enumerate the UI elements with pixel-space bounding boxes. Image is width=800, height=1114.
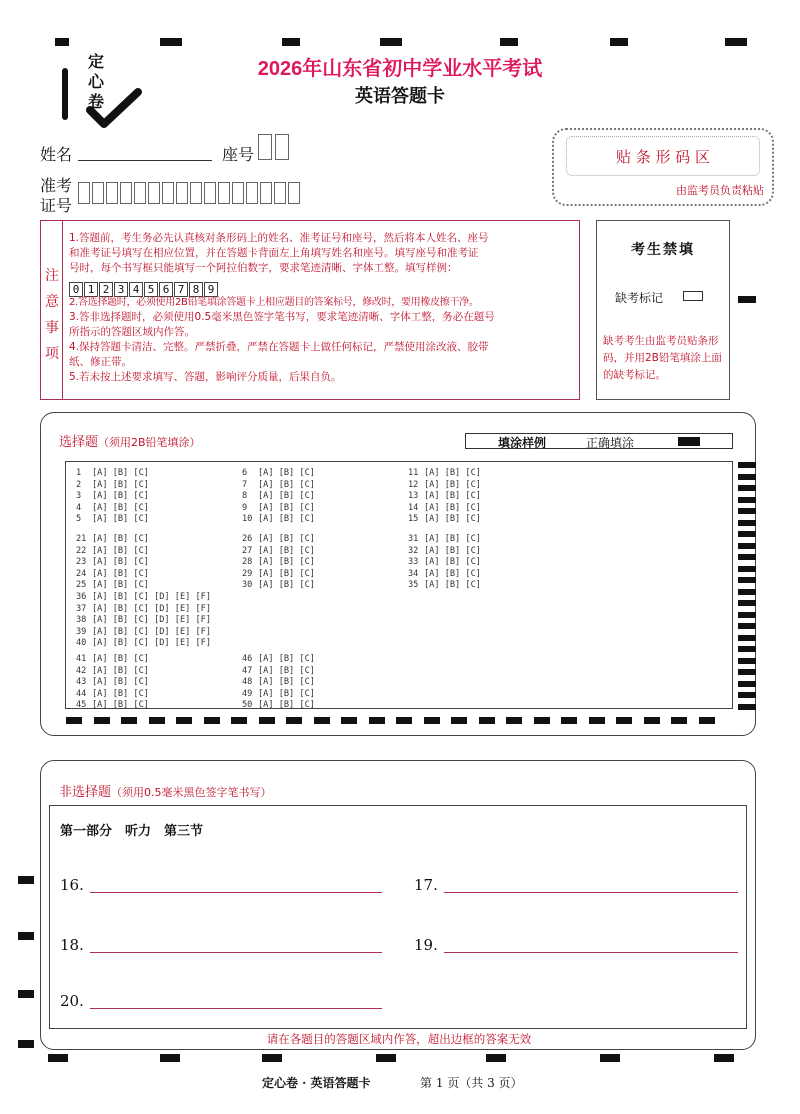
seat-boxes[interactable] [258, 134, 292, 164]
question-row [76, 557, 149, 569]
timing-mark [534, 717, 550, 724]
timing-mark [314, 717, 330, 724]
barcode-note: 由监考员负责粘贴 [676, 184, 764, 197]
question-row [408, 514, 481, 526]
question-number: 37 [76, 603, 87, 614]
timing-mark [671, 717, 687, 724]
timing-mark [479, 717, 495, 724]
answer-bubbles[interactable]: [A] [B] [C] [92, 502, 149, 513]
answer-bubbles[interactable]: [A] [B] [C] [424, 568, 481, 579]
question-number: 30 [242, 580, 253, 590]
question-number: 40 [76, 638, 87, 648]
question-row [242, 514, 315, 526]
logo-text: 定心卷 [88, 52, 105, 111]
question-row [76, 503, 149, 515]
timing-mark [738, 577, 756, 583]
proctor-note: 缺考考生由监考员贴条形码，并用2B铅笔填涂上面的缺考标记。 [603, 335, 722, 381]
answer-bubbles[interactable]: [A] [B] [C] [258, 568, 315, 579]
answer-bubbles[interactable]: [A] [B] [C] [258, 557, 315, 567]
timing-mark [18, 876, 34, 884]
timing-mark [18, 932, 34, 940]
question-number: 46 [242, 654, 253, 664]
item-number: 16. [60, 876, 84, 894]
question-row [408, 468, 481, 480]
question-row [76, 491, 149, 503]
question-row [242, 534, 315, 546]
timing-mark [380, 38, 402, 46]
timing-mark [500, 38, 518, 46]
answer-line-17[interactable] [444, 892, 738, 893]
question-row [242, 569, 315, 581]
question-number: 41 [76, 654, 87, 664]
timing-mark [738, 474, 756, 480]
answer-bubbles[interactable]: [A] [B] [C] [258, 654, 315, 664]
question-number: 49 [242, 688, 253, 699]
timing-mark [738, 531, 756, 537]
question-number: 33 [408, 557, 419, 567]
boundary-warning: 请在各题目的答题区域内作答，超出边框的答案无效 [266, 1032, 532, 1046]
question-number: 44 [76, 688, 87, 699]
question-row [76, 677, 149, 689]
question-number: 8 [242, 491, 248, 501]
timing-mark [149, 717, 165, 724]
choice-title: 选择题（须用2B铅笔填涂） [59, 435, 201, 450]
proctor-title: 考生禁填 [631, 242, 695, 258]
answer-bubbles[interactable]: [A] [B] [C] [D] [E] [F] [92, 626, 211, 637]
answer-bubbles[interactable]: [A] [B] [C] [424, 557, 481, 567]
notice-text: 1.答题前，考生务必先认真核对条形码上的姓名、准考证号和座号，然后将本人姓名、座号 和准考证号填写在相应位置，并在答题卡背面左上角填写姓名和座号。填写座号和准考证 号时，每个书写框只能填写一个阿拉伯数字，要求笔迹清晰、字体工整。填写样例： 0 1 2 3 4 5 6 7 8 9 2.答选择题时，必须使用2B铅笔填涂答题卡上相应题目的答案标号，修改时，要用橡皮擦干净。 3.答非选择题时，必须使用0.5毫米黑色签字笔书写，要求笔迹清晰、字体工整，务必在题号 所指示的答题区域内作答。 4.保持答题卡清洁、完整。严禁折叠，严禁在答题卡上做任何标记，严禁使用涂改液、胶带 纸、修正带。 5.若未按上述要求填写、答题，影响评分质量，后果自负。 [69, 231, 579, 385]
seat-label: 座号 [222, 145, 255, 164]
question-number: 25 [76, 580, 87, 590]
answer-bubbles[interactable]: [A] [B] [C] [258, 677, 315, 687]
question-row [242, 491, 315, 503]
timing-mark [616, 717, 632, 724]
question-row [242, 480, 315, 492]
answer-bubbles[interactable]: [A] [B] [C] [424, 468, 481, 478]
question-row [408, 580, 481, 592]
timing-mark [738, 566, 756, 572]
question-number: 2 [76, 479, 82, 490]
question-row [408, 503, 481, 515]
notice-box [40, 220, 580, 400]
answer-bubbles[interactable]: [A] [B] [C] [424, 502, 481, 513]
question-number: 35 [408, 580, 419, 590]
question-group [242, 654, 315, 712]
answer-bubbles[interactable]: [A] [B] [C] [258, 468, 315, 478]
exam-id-boxes[interactable] [78, 182, 310, 208]
question-number: 50 [242, 700, 253, 710]
question-number: 1 [76, 468, 82, 478]
question-number: 14 [408, 502, 419, 513]
question-row [76, 592, 211, 604]
answer-line-16[interactable] [90, 892, 382, 893]
question-row [76, 534, 149, 546]
question-group [76, 654, 149, 712]
question-group [242, 534, 315, 592]
proctor-box [596, 220, 730, 400]
barcode-area [552, 128, 774, 206]
question-number: 39 [76, 626, 87, 637]
question-number: 31 [408, 534, 419, 544]
timing-mark [18, 1040, 34, 1048]
exam-id-label: 准考 证号 [40, 176, 73, 215]
question-number: 38 [76, 615, 87, 625]
item-number: 20. [60, 992, 84, 1010]
question-number: 28 [242, 557, 253, 567]
question-number: 4 [76, 502, 82, 513]
answer-bubbles[interactable]: [A] [B] [C] [424, 479, 481, 490]
page-indicator: 第 1 页（共 3 页） [420, 1076, 523, 1090]
item-number: 19. [414, 936, 438, 954]
answer-bubbles[interactable]: [A] [B] [C] [424, 491, 481, 501]
timing-mark [589, 717, 605, 724]
question-row [242, 654, 315, 666]
timing-mark [66, 717, 82, 724]
name-field[interactable] [78, 160, 212, 161]
timing-mark [176, 717, 192, 724]
question-row [242, 700, 315, 712]
absent-label: 缺考标记 [615, 291, 664, 305]
choice-grid [65, 461, 733, 709]
question-number: 11 [408, 468, 419, 478]
answer-bubbles[interactable]: [A] [B] [C] [D] [E] [F] [92, 603, 211, 614]
question-row [76, 580, 149, 592]
question-number: 23 [76, 557, 87, 567]
question-number: 26 [242, 534, 253, 544]
notice-side-label: 注 意 事 项 [41, 221, 63, 399]
question-row [76, 666, 149, 678]
timing-mark [738, 658, 756, 664]
card-subtitle: 英语答题卡 [355, 86, 445, 106]
question-row [76, 468, 149, 480]
timing-mark [738, 462, 756, 468]
timing-mark [486, 1054, 506, 1062]
answer-area [49, 805, 747, 1029]
timing-mark [18, 990, 34, 998]
answer-bubbles[interactable]: [A] [B] [C] [258, 534, 315, 544]
timing-mark [369, 717, 385, 724]
question-row [76, 514, 149, 526]
question-group [408, 468, 481, 526]
answer-bubbles[interactable]: [A] [B] [C] [92, 700, 149, 710]
question-row [76, 615, 211, 627]
question-row [408, 557, 481, 569]
question-number: 9 [242, 502, 248, 513]
question-row [242, 689, 315, 701]
timing-mark [610, 38, 628, 46]
answer-bubbles[interactable]: [A] [B] [C] [92, 491, 149, 501]
question-number: 29 [242, 568, 253, 579]
question-row [76, 700, 149, 712]
answer-bubbles[interactable]: [A] [B] [C] [424, 545, 481, 556]
answer-bubbles[interactable]: [A] [B] [C] [258, 514, 315, 524]
question-number: 34 [408, 568, 419, 579]
timing-mark [160, 38, 182, 46]
question-row [408, 480, 481, 492]
timing-mark [699, 717, 715, 724]
question-row [242, 468, 315, 480]
timing-mark [738, 543, 756, 549]
answer-bubbles[interactable]: [A] [B] [C] [92, 514, 149, 524]
question-number: 22 [76, 545, 87, 556]
nonchoice-section [40, 760, 756, 1050]
question-row [76, 604, 211, 616]
timing-mark [738, 669, 756, 675]
question-number: 13 [408, 491, 419, 501]
timing-mark [738, 600, 756, 606]
question-number: 12 [408, 479, 419, 490]
question-group [76, 592, 211, 650]
barcode-title: 贴 条 形 码 区 [615, 148, 711, 166]
question-number: 6 [242, 468, 248, 478]
choice-section [40, 412, 756, 736]
answer-bubbles[interactable]: [A] [B] [C] [D] [E] [F] [92, 592, 211, 602]
question-number: 15 [408, 514, 419, 524]
answer-bubbles[interactable]: [A] [B] [C] [92, 545, 149, 556]
question-row [242, 557, 315, 569]
question-row [76, 638, 211, 650]
answer-bubbles[interactable]: [A] [B] [C] [92, 654, 149, 664]
question-row [408, 534, 481, 546]
timing-mark [600, 1054, 620, 1062]
question-row [76, 546, 149, 558]
question-row [76, 480, 149, 492]
question-row [408, 546, 481, 558]
question-row [76, 654, 149, 666]
timing-mark [738, 554, 756, 560]
question-row [76, 689, 149, 701]
answer-bubbles[interactable]: [A] [B] [C] [258, 688, 315, 699]
question-row [408, 569, 481, 581]
timing-mark [561, 717, 577, 724]
question-row [408, 491, 481, 503]
timing-mark [94, 717, 110, 724]
question-group [76, 534, 149, 592]
timing-mark [262, 1054, 282, 1062]
answer-bubbles[interactable]: [A] [B] [C] [92, 568, 149, 579]
question-number: 43 [76, 677, 87, 687]
timing-mark [738, 681, 756, 687]
timing-mark [231, 717, 247, 724]
timing-mark [725, 38, 747, 46]
answer-line-19[interactable] [444, 952, 738, 953]
question-number: 24 [76, 568, 87, 579]
timing-mark [282, 38, 300, 46]
timing-mark [714, 1054, 734, 1062]
answer-bubbles[interactable]: [A] [B] [C] [258, 700, 315, 710]
timing-mark [286, 717, 302, 724]
answer-line-20[interactable] [90, 1008, 382, 1009]
question-row [76, 627, 211, 639]
answer-bubbles[interactable]: [A] [B] [C] [258, 580, 315, 590]
timing-mark [738, 692, 756, 698]
question-row [76, 569, 149, 581]
sample-digits: 0 1 2 3 4 5 6 7 8 9 [69, 276, 579, 295]
answer-bubbles[interactable]: [A] [B] [C] [424, 514, 481, 524]
absent-mark-box[interactable] [683, 291, 703, 301]
item-number: 18. [60, 936, 84, 954]
question-group [408, 534, 481, 592]
question-row [242, 503, 315, 515]
item-number: 17. [414, 876, 438, 894]
name-label: 姓名 [40, 145, 73, 164]
timing-mark [451, 717, 467, 724]
part-title: 第一部分 听力 第三节 [60, 824, 204, 839]
filled-bubble-sample [678, 437, 700, 446]
timing-mark [644, 717, 660, 724]
answer-line-18[interactable] [90, 952, 382, 953]
question-row [242, 677, 315, 689]
timing-mark [48, 1054, 68, 1062]
timing-mark [738, 704, 756, 710]
timing-mark [738, 520, 756, 526]
timing-mark [376, 1054, 396, 1062]
nonchoice-title: 非选择题（须用0.5毫米黑色签字笔书写） [59, 785, 272, 800]
question-number: 45 [76, 700, 87, 710]
timing-mark [738, 296, 756, 303]
question-number: 27 [242, 545, 253, 556]
timing-mark [396, 717, 412, 724]
timing-mark [424, 717, 440, 724]
answer-bubbles[interactable]: [A] [B] [C] [92, 677, 149, 687]
answer-bubbles[interactable]: [A] [B] [C] [92, 665, 149, 676]
answer-bubbles[interactable]: [A] [B] [C] [92, 580, 149, 590]
question-row [242, 580, 315, 592]
answer-bubbles[interactable]: [A] [B] [C] [258, 479, 315, 490]
timing-mark [738, 508, 756, 514]
timing-mark [738, 646, 756, 652]
timing-mark [341, 717, 357, 724]
answer-bubbles[interactable]: [A] [B] [C] [92, 557, 149, 567]
question-number: 7 [242, 479, 248, 490]
answer-bubbles[interactable]: [A] [B] [C] [D] [E] [F] [92, 638, 211, 648]
timing-mark [160, 1054, 180, 1062]
question-number: 36 [76, 592, 87, 602]
timing-mark [738, 612, 756, 618]
timing-mark [204, 717, 220, 724]
exam-title: 2026年山东省初中学业水平考试 [257, 58, 543, 80]
question-number: 5 [76, 514, 82, 524]
timing-mark [738, 635, 756, 641]
answer-bubbles[interactable]: [A] [B] [C] [258, 545, 315, 556]
question-number: 47 [242, 665, 253, 676]
question-number: 21 [76, 534, 87, 544]
answer-bubbles[interactable]: [A] [B] [C] [92, 688, 149, 699]
footer-title: 定心卷 · 英语答题卡 [262, 1076, 371, 1090]
question-number: 10 [242, 514, 253, 524]
question-number: 32 [408, 545, 419, 556]
question-row [242, 546, 315, 558]
timing-mark [121, 717, 137, 724]
timing-mark [738, 589, 756, 595]
answer-bubbles[interactable]: [A] [B] [C] [92, 534, 149, 544]
timing-mark [738, 623, 756, 629]
question-group [242, 468, 315, 526]
question-row [242, 666, 315, 678]
question-number: 3 [76, 491, 82, 501]
question-number: 42 [76, 665, 87, 676]
fill-sample: 填涂样例 正确填涂 [465, 433, 733, 449]
answer-bubbles[interactable]: [A] [B] [C] [424, 534, 481, 544]
timing-mark [259, 717, 275, 724]
answer-bubbles[interactable]: [A] [B] [C] [D] [E] [F] [92, 615, 211, 625]
question-group [76, 468, 149, 526]
timing-mark [506, 717, 522, 724]
answer-bubbles[interactable]: [A] [B] [C] [258, 502, 315, 513]
answer-bubbles[interactable]: [A] [B] [C] [92, 479, 149, 490]
timing-mark [55, 38, 69, 46]
timing-mark [738, 497, 756, 503]
answer-bubbles[interactable]: [A] [B] [C] [258, 665, 315, 676]
question-number: 48 [242, 677, 253, 687]
answer-bubbles[interactable]: [A] [B] [C] [258, 491, 315, 501]
timing-mark [738, 485, 756, 491]
answer-bubbles[interactable]: [A] [B] [C] [424, 580, 481, 590]
answer-bubbles[interactable]: [A] [B] [C] [92, 468, 149, 478]
